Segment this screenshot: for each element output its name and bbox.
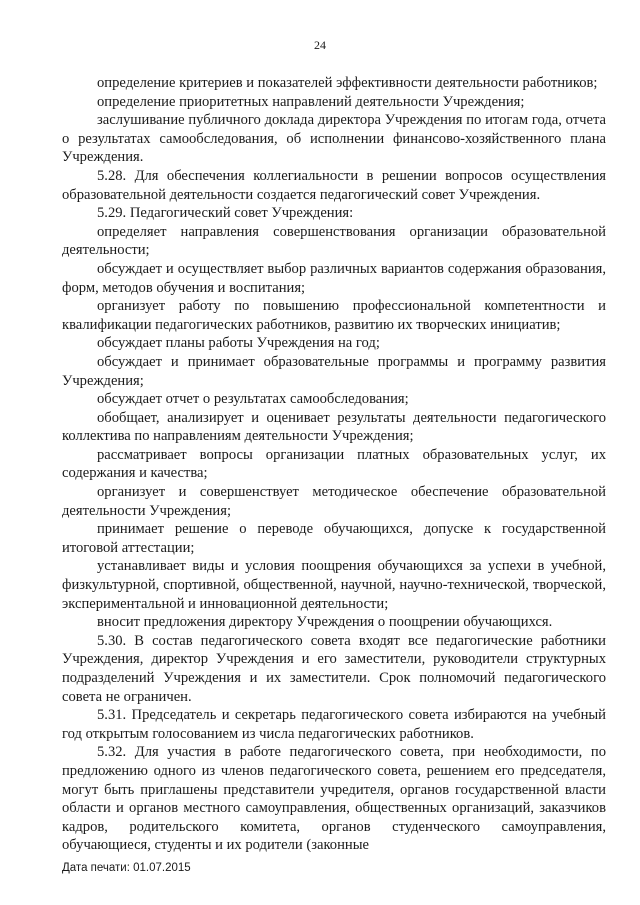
paragraph: обсуждает отчет о результатах самообследования; bbox=[97, 391, 409, 408]
paragraph: обсуждает планы работы Учреждения на год; bbox=[97, 335, 380, 352]
paragraph: обсуждает и осуществляет выбор различных вариантов содержания образования, форм, методов обучения и воспитания; bbox=[62, 260, 606, 296]
paragraph: определение критериев и показателей эффективности деятельности работников; bbox=[97, 75, 598, 91]
paragraph: вносит предложения директору Учреждения о поощрении обучающихся. bbox=[97, 614, 553, 631]
page-number: 24 bbox=[314, 38, 326, 52]
paragraph: 5.30. В состав педагогического совета входят все педагогические работники Учреждения, директор Учреждения и его заместители, руководители структурных подразделений Учреждения и их заместители. Срок полномочий педагогического совета не ограничен. bbox=[62, 632, 606, 705]
paragraph: принимает решение о переводе обучающихся, допуске к государственной итоговой аттестации; bbox=[62, 521, 606, 556]
paragraph: обобщает, анализирует и оценивает результаты деятельности педагогического коллектива по направлениям деятельности Учреждения; bbox=[62, 409, 606, 445]
print-date-footer: Дата печати: 01.07.2015 bbox=[62, 862, 191, 874]
paragraph: обсуждает и принимает образовательные программы и программу развития Учреждения; bbox=[62, 353, 606, 389]
paragraph: 5.29. Педагогический совет Учреждения: bbox=[97, 205, 354, 222]
paragraph: заслушивание публичного доклада директора Учреждения по итогам года, отчета о результатах самообследования, об исполнении финансово-хозяйственного плана Учреждения. bbox=[62, 112, 606, 166]
paragraph: определяет направления совершенствования организации образовательной деятельности; bbox=[62, 223, 606, 259]
body-text bbox=[62, 74, 606, 855]
paragraph: 5.28. Для обеспечения коллегиальности в решении вопросов осуществления образовательной деятельности создается педагогический совет Учреждения. bbox=[62, 167, 606, 203]
paragraph: организует работу по повышению профессиональной компетентности и квалификации педагогических работников, развитию их творческих инициатив; bbox=[62, 298, 606, 333]
paragraph: рассматривает вопросы организации платных образовательных услуг, их содержания и качества; bbox=[62, 446, 606, 482]
paragraph: 5.32. Для участия в работе педагогического совета, при необходимости, по предложению одного из членов педагогического совета, решением его председателя, могут быть приглашены представители учредителя, органов государственной власти области и органов местного самоуправления, общественных организаций, заказчиков кадров, родительского комитета, органов студенческого самоуправления, обучающиеся, студенты и их родители (законные bbox=[62, 744, 606, 854]
paragraph: 5.31. Председатель и секретарь педагогического совета избираются на учебный год открытым голосованием из числа педагогических работников. bbox=[62, 707, 606, 742]
paragraph: определение приоритетных направлений деятельности Учреждения; bbox=[97, 93, 525, 110]
paragraph: устанавливает виды и условия поощрения обучающихся за успехи в учебной, физкультурной, спортивной, общественной, научной, научно-технической, творческой, экспериментальной и инновационной деятельности; bbox=[62, 558, 606, 612]
paragraph: организует и совершенствует методическое обеспечение образовательной деятельности Учреждения; bbox=[62, 484, 606, 519]
